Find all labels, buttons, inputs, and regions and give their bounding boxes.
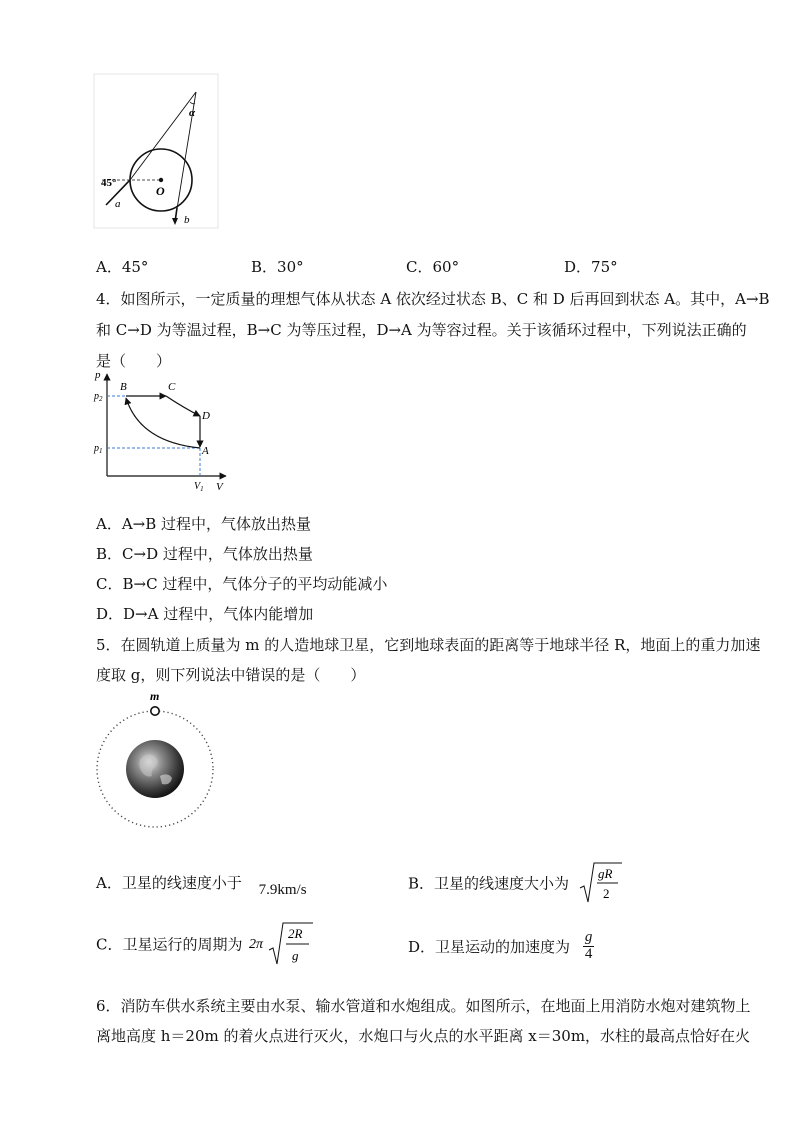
q5-option-c[interactable]: C．卫星运行的周期为 2π 2R g [96, 920, 315, 968]
q4-p-axis-label: p [95, 369, 101, 381]
q4-process-cd [166, 396, 200, 416]
q4-option-c[interactable]: C．B→C 过程中，气体分子的平均动能减小 [96, 575, 388, 593]
q4-option-d[interactable]: D．D→A 过程中，气体内能增加 [96, 605, 314, 623]
q3-option-d[interactable]: D．75° [564, 258, 618, 276]
q5-option-d[interactable]: D．卫星运动的加速度为 $\frac{g}{4}$ [408, 929, 593, 962]
q4-stem-line-2: 和 C→D 为等温过程，B→C 为等压过程，D→A 为等容过程。关于该循环过程中，下列说法正确的 [96, 321, 747, 339]
q4-point-c: C [168, 381, 176, 393]
q5-satellite [151, 707, 159, 715]
q5-option-d-fraction: $\frac{g}{4}$ [584, 929, 593, 962]
q4-stem-line-1: 4．如图所示，一定质量的理想气体从状态 A 依次经过状态 B、C 和 D 后再回到状态 A。其中，A→B [96, 290, 770, 308]
q5-stem-line-1: 5．在圆轨道上质量为 m 的人造地球卫星，它到地球表面的距离等于地球半径 R，地面上的重力加速 [96, 636, 761, 654]
q5-option-c-formula [249, 920, 315, 968]
q6-stem-line-2: 离地高度 h＝20m 的着火点进行灭火，水炮口与火点的水平距离 x＝30m，水柱的最高点恰好在火 [96, 1027, 751, 1045]
q4-p1-label: $p_1$ [94, 443, 103, 455]
q3-angle-label: 45° [101, 177, 117, 189]
svg-text:2R: 2R [288, 926, 303, 941]
q3-figure [92, 72, 222, 232]
q4-v1-label: $V_1$ [194, 481, 204, 493]
q4-point-a: A [202, 445, 209, 457]
svg-text:gR: gR [597, 866, 613, 881]
q5-mass-label: m [150, 689, 160, 703]
q5-option-b[interactable]: B．卫星的线速度大小为 gR 2 [408, 860, 622, 906]
q3-option-a[interactable]: A．45° [96, 258, 149, 276]
svg-text:2π: 2π [249, 937, 264, 952]
q6-stem-line-1: 6．消防车供水系统主要由水泵、输水管道和水炮组成。如图所示，在地面上用消防水炮对建筑物上 [96, 997, 751, 1015]
q5-option-b-formula [578, 860, 622, 906]
q4-option-b[interactable]: B．C→D 过程中，气体放出热量 [96, 545, 313, 563]
svg-text:2: 2 [602, 886, 610, 901]
q5-option-a-value: 7.9km/s [258, 882, 307, 898]
q4-p2-label: $p_2$ [94, 391, 103, 403]
svg-text:g: g [292, 948, 299, 963]
q4-pv-diagram [92, 368, 232, 498]
q3-ray-b-label: b [184, 214, 190, 226]
q5-option-a[interactable]: A．卫星的线速度小于 7.9km/s [96, 874, 307, 898]
q5-orbit-figure [92, 686, 222, 834]
q3-ray-a-label: a [115, 198, 121, 210]
q4-option-a[interactable]: A．A→B 过程中，气体放出热量 [96, 515, 312, 533]
q5-earth [126, 740, 184, 798]
q3-option-c[interactable]: C．60° [406, 258, 460, 276]
q4-stem-line-3: 是（ ） [96, 352, 172, 370]
q4-point-d: D [202, 410, 210, 422]
q4-v-axis-label: V [216, 481, 223, 493]
q4-process-ab [126, 398, 200, 448]
q3-center-label: O [156, 184, 165, 198]
q5-stem-line-2: 度取 g，则下列说法中错误的是（ ） [96, 666, 366, 684]
q3-option-b[interactable]: B．30° [251, 258, 304, 276]
q4-point-b: B [120, 381, 127, 393]
q3-alpha-label: α [189, 107, 196, 119]
